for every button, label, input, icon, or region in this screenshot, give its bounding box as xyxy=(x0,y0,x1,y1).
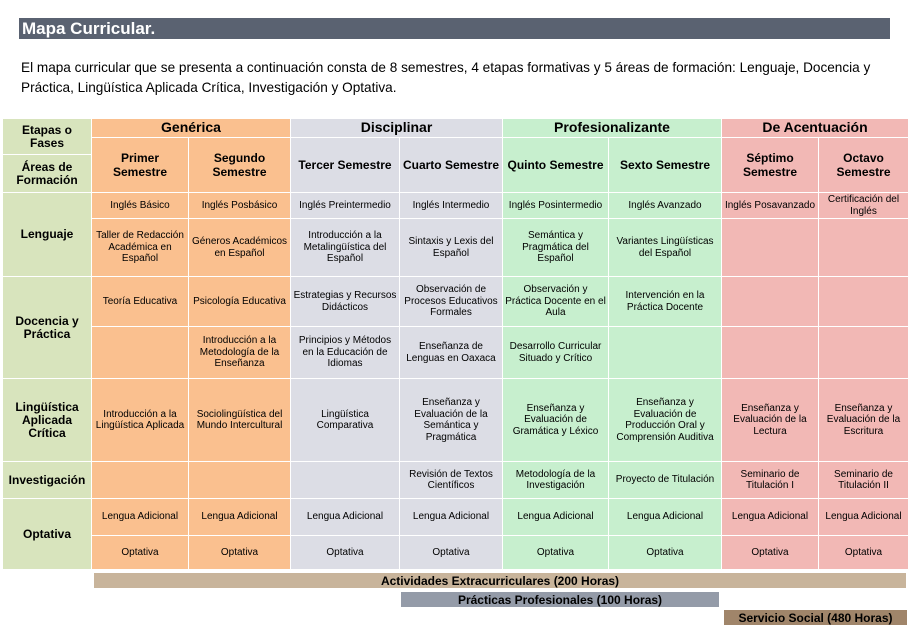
stage-header: Genérica xyxy=(92,119,291,138)
curriculum-cell: Seminario de Titulación I xyxy=(722,462,819,499)
curriculum-cell: Sociolingüística del Mundo Intercultural xyxy=(189,379,291,462)
curriculum-cell: Enseñanza y Evaluación de la Lectura xyxy=(722,379,819,462)
curriculum-cell: Lengua Adicional xyxy=(503,499,609,536)
area-label: Docencia y Práctica xyxy=(3,277,92,379)
areas-label: Áreas de Formación xyxy=(3,155,92,193)
curriculum-cell: Observación de Procesos Educativos Formales xyxy=(400,277,503,327)
curriculum-cell xyxy=(819,219,909,277)
curriculum-cell: Revisión de Textos Científicos xyxy=(400,462,503,499)
curriculum-cell: Lengua Adicional xyxy=(609,499,722,536)
curriculum-cell: Optativa xyxy=(400,536,503,570)
curriculum-cell: Lengua Adicional xyxy=(92,499,189,536)
curriculum-cell: Lengua Adicional xyxy=(400,499,503,536)
curriculum-cell: Estrategias y Recursos Didácticos xyxy=(291,277,400,327)
curriculum-cell: Introducción a la Metalingüística del Español xyxy=(291,219,400,277)
semester-header: Segundo Semestre xyxy=(189,138,291,193)
curriculum-cell: Optativa xyxy=(92,536,189,570)
curriculum-cell: Lengua Adicional xyxy=(819,499,909,536)
curriculum-cell: Observación y Práctica Docente en el Aula xyxy=(503,277,609,327)
curriculum-cell: Taller de Redacción Académica en Español xyxy=(92,219,189,277)
curriculum-cell: Enseñanza de Lenguas en Oaxaca xyxy=(400,327,503,379)
curriculum-cell: Enseñanza y Evaluación de la Escritura xyxy=(819,379,909,462)
curriculum-cell: Lingüística Comparativa xyxy=(291,379,400,462)
social-service-bar: Servicio Social (480 Horas) xyxy=(724,610,907,625)
curriculum-cell xyxy=(722,219,819,277)
curriculum-cell: Lengua Adicional xyxy=(722,499,819,536)
curriculum-cell xyxy=(291,462,400,499)
professional-practice-bar: Prácticas Profesionales (100 Horas) xyxy=(401,592,719,607)
curriculum-cell: Inglés Posavanzado xyxy=(722,193,819,219)
curriculum-cell: Optativa xyxy=(189,536,291,570)
curriculum-cell: Inglés Posintermedio xyxy=(503,193,609,219)
curriculum-cell: Inglés Intermedio xyxy=(400,193,503,219)
curriculum-cell: Introducción a la Lingüística Aplicada xyxy=(92,379,189,462)
curriculum-cell: Semántica y Pragmática del Español xyxy=(503,219,609,277)
stage-header: De Acentuación xyxy=(722,119,909,138)
semester-header: Séptimo Semestre xyxy=(722,138,819,193)
curriculum-cell: Introducción a la Metodología de la Enseñanza xyxy=(189,327,291,379)
curriculum-cell: Lengua Adicional xyxy=(189,499,291,536)
curriculum-cell: Teoría Educativa xyxy=(92,277,189,327)
curriculum-cell: Optativa xyxy=(503,536,609,570)
curriculum-cell: Enseñanza y Evaluación de la Semántica y Pragmática xyxy=(400,379,503,462)
curriculum-cell: Enseñanza y Evaluación de Producción Oral y Comprensión Auditiva xyxy=(609,379,722,462)
curriculum-cell xyxy=(189,462,291,499)
curriculum-cell xyxy=(92,462,189,499)
curriculum-cell xyxy=(819,277,909,327)
extracurricular-activities-bar: Actividades Extracurriculares (200 Horas) xyxy=(94,573,906,588)
area-label: Lingüística Aplicada Crítica xyxy=(3,379,92,462)
area-label: Optativa xyxy=(3,499,92,570)
curriculum-cell: Inglés Básico xyxy=(92,193,189,219)
curriculum-cell: Géneros Académicos en Español xyxy=(189,219,291,277)
curriculum-cell: Optativa xyxy=(722,536,819,570)
semester-header: Octavo Semestre xyxy=(819,138,909,193)
semester-header: Sexto Semestre xyxy=(609,138,722,193)
curriculum-cell: Psicología Educativa xyxy=(189,277,291,327)
semester-header: Cuarto Semestre xyxy=(400,138,503,193)
stages-label: Etapas o Fases xyxy=(3,119,92,155)
curriculum-cell: Variantes Lingüísticas del Español xyxy=(609,219,722,277)
curriculum-cell: Intervención en la Práctica Docente xyxy=(609,277,722,327)
semester-header: Primer Semestre xyxy=(92,138,189,193)
semester-header: Tercer Semestre xyxy=(291,138,400,193)
curriculum-cell: Enseñanza y Evaluación de Gramática y Léxico xyxy=(503,379,609,462)
curriculum-cell: Desarrollo Curricular Situado y Crítico xyxy=(503,327,609,379)
area-label: Lenguaje xyxy=(3,193,92,277)
curriculum-cell: Principios y Métodos en la Educación de Idiomas xyxy=(291,327,400,379)
curriculum-cell: Optativa xyxy=(609,536,722,570)
curriculum-cell: Sintaxis y Lexis del Español xyxy=(400,219,503,277)
curriculum-cell: Proyecto de Titulación xyxy=(609,462,722,499)
semester-header: Quinto Semestre xyxy=(503,138,609,193)
curriculum-cell: Inglés Avanzado xyxy=(609,193,722,219)
stage-header: Disciplinar xyxy=(291,119,503,138)
intro-paragraph: El mapa curricular que se presenta a continuación consta de 8 semestres, 4 etapas formativas y 5 áreas de formación: Lenguaje, Docencia y Práctica, Lingüística Aplicada Crítica, Investigación y Optativa. xyxy=(21,60,871,95)
curriculum-cell: Lengua Adicional xyxy=(291,499,400,536)
curriculum-cell: Inglés Posbásico xyxy=(189,193,291,219)
curriculum-cell: Certificación del Inglés xyxy=(819,193,909,219)
curriculum-cell xyxy=(819,327,909,379)
curriculum-cell xyxy=(722,277,819,327)
curriculum-cell: Seminario de Titulación II xyxy=(819,462,909,499)
curriculum-cell xyxy=(722,327,819,379)
curriculum-cell: Inglés Preintermedio xyxy=(291,193,400,219)
curriculum-cell: Optativa xyxy=(819,536,909,570)
curriculum-cell xyxy=(609,327,722,379)
page-title: Mapa Curricular. xyxy=(19,18,890,39)
curriculum-cell: Optativa xyxy=(291,536,400,570)
curriculum-cell: Metodología de la Investigación xyxy=(503,462,609,499)
stage-header: Profesionalizante xyxy=(503,119,722,138)
area-label: Investigación xyxy=(3,462,92,499)
curriculum-cell xyxy=(92,327,189,379)
